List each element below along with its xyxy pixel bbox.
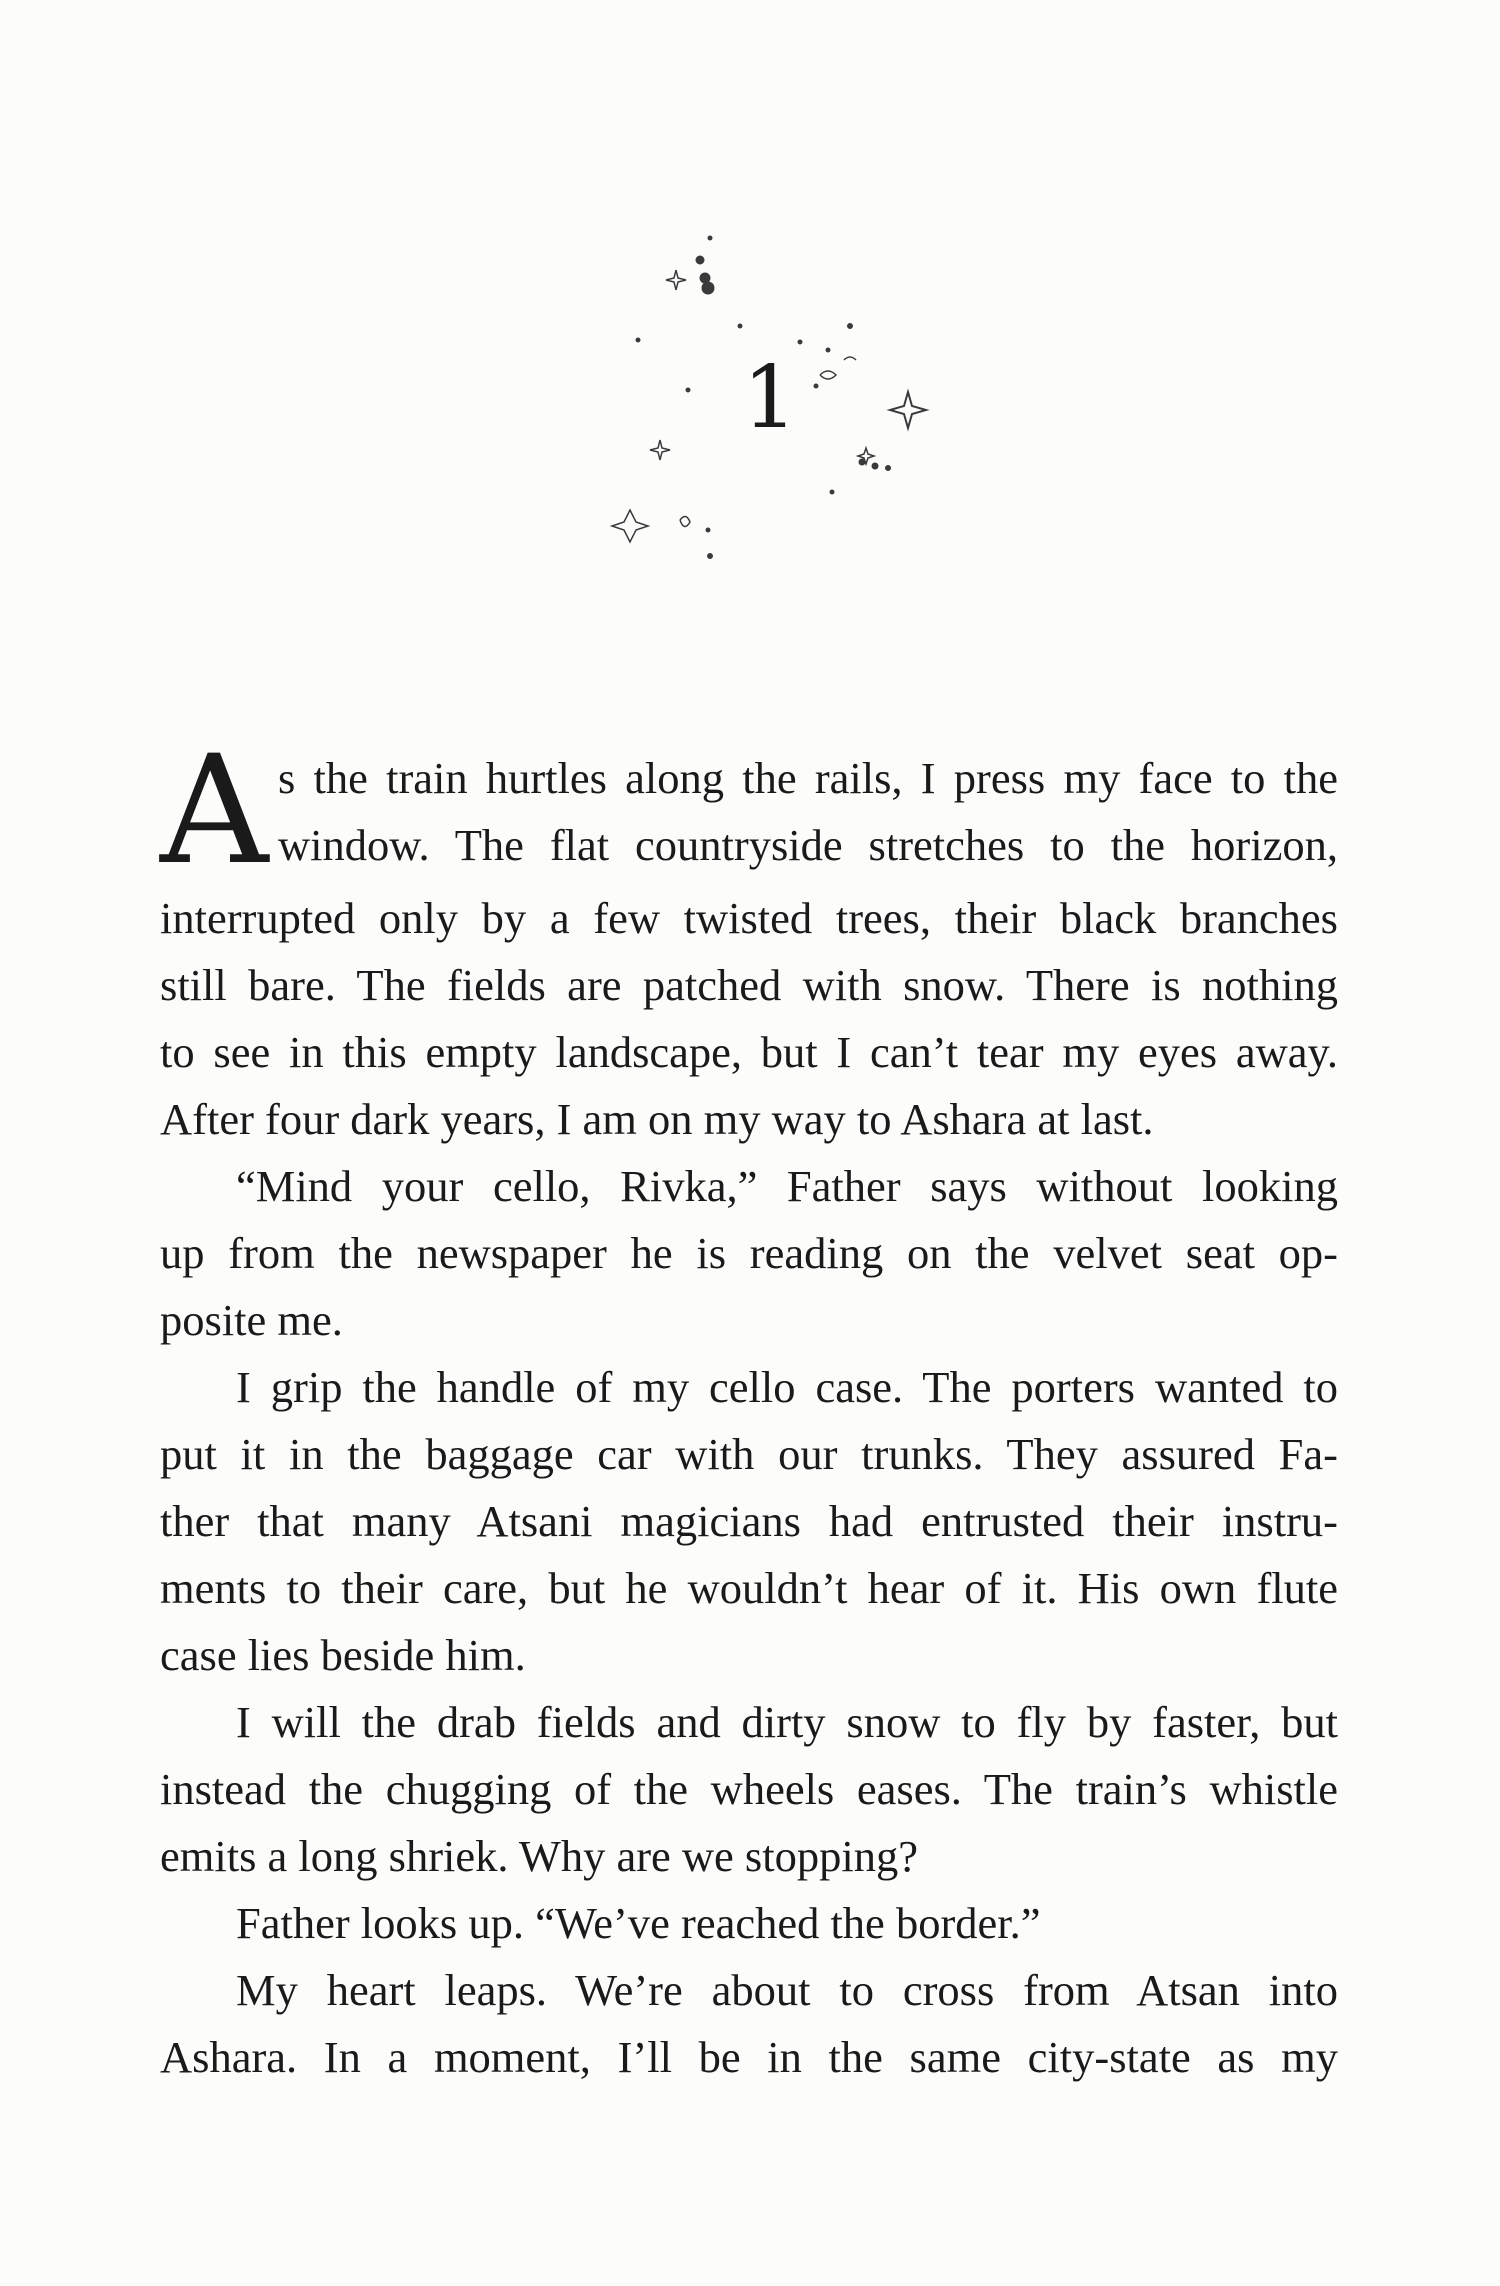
text-line: I will the drab fields and dirty snow to fly by faster, but [236, 1697, 1338, 1747]
text-line: still bare. The fields are patched with snow. There is nothing [160, 960, 1338, 1010]
paragraph [160, 1957, 1338, 2091]
text-line: up from the newspaper he is reading on the velvet seat op- [160, 1228, 1338, 1278]
text-line: After four dark years, I am on my way to Ashara at last. [160, 1094, 1154, 1144]
text-line: to see in this empty landscape, but I can’t tear my eyes away. [160, 1027, 1338, 1077]
text-line: window. The flat countryside stretches to the horizon, [278, 820, 1338, 870]
paragraph [160, 1890, 1338, 1957]
text-line: Father looks up. “We’ve reached the border.” [236, 1898, 1041, 1948]
text-line: I grip the handle of my cello case. The porters wanted to [236, 1362, 1338, 1412]
paragraph [160, 1689, 1338, 1890]
text-line: ther that many Atsani magicians had entrusted their instru- [160, 1496, 1338, 1546]
drop-cap: A [160, 724, 269, 898]
text-line: put it in the baggage car with our trunks. They assured Fa- [160, 1429, 1338, 1479]
text-line: interrupted only by a few twisted trees, their black branches [160, 893, 1338, 943]
text-line: s the train hurtles along the rails, I press my face to the [278, 753, 1338, 803]
paragraph [160, 1153, 1338, 1354]
text-line: case lies beside him. [160, 1630, 526, 1680]
text-line: instead the chugging of the wheels eases. The train’s whistle [160, 1764, 1338, 1814]
text-line: “Mind your cello, Rivka,” Father says without looking [236, 1161, 1338, 1211]
chapter-number: 1 [742, 348, 798, 448]
text-line: My heart leaps. We’re about to cross from Atsan into [236, 1965, 1338, 2015]
text-line: posite me. [160, 1295, 343, 1345]
text-line: Ashara. In a moment, I’ll be in the same city-state as my [160, 2032, 1338, 2082]
text-line: ments to their care, but he wouldn’t hear of it. His own flute [160, 1563, 1338, 1613]
text-line: emits a long shriek. Why are we stopping? [160, 1831, 918, 1881]
chapter-ornament [590, 230, 950, 590]
body-text [160, 724, 1338, 2091]
paragraph [160, 1354, 1338, 1689]
paragraph [160, 724, 1338, 1153]
